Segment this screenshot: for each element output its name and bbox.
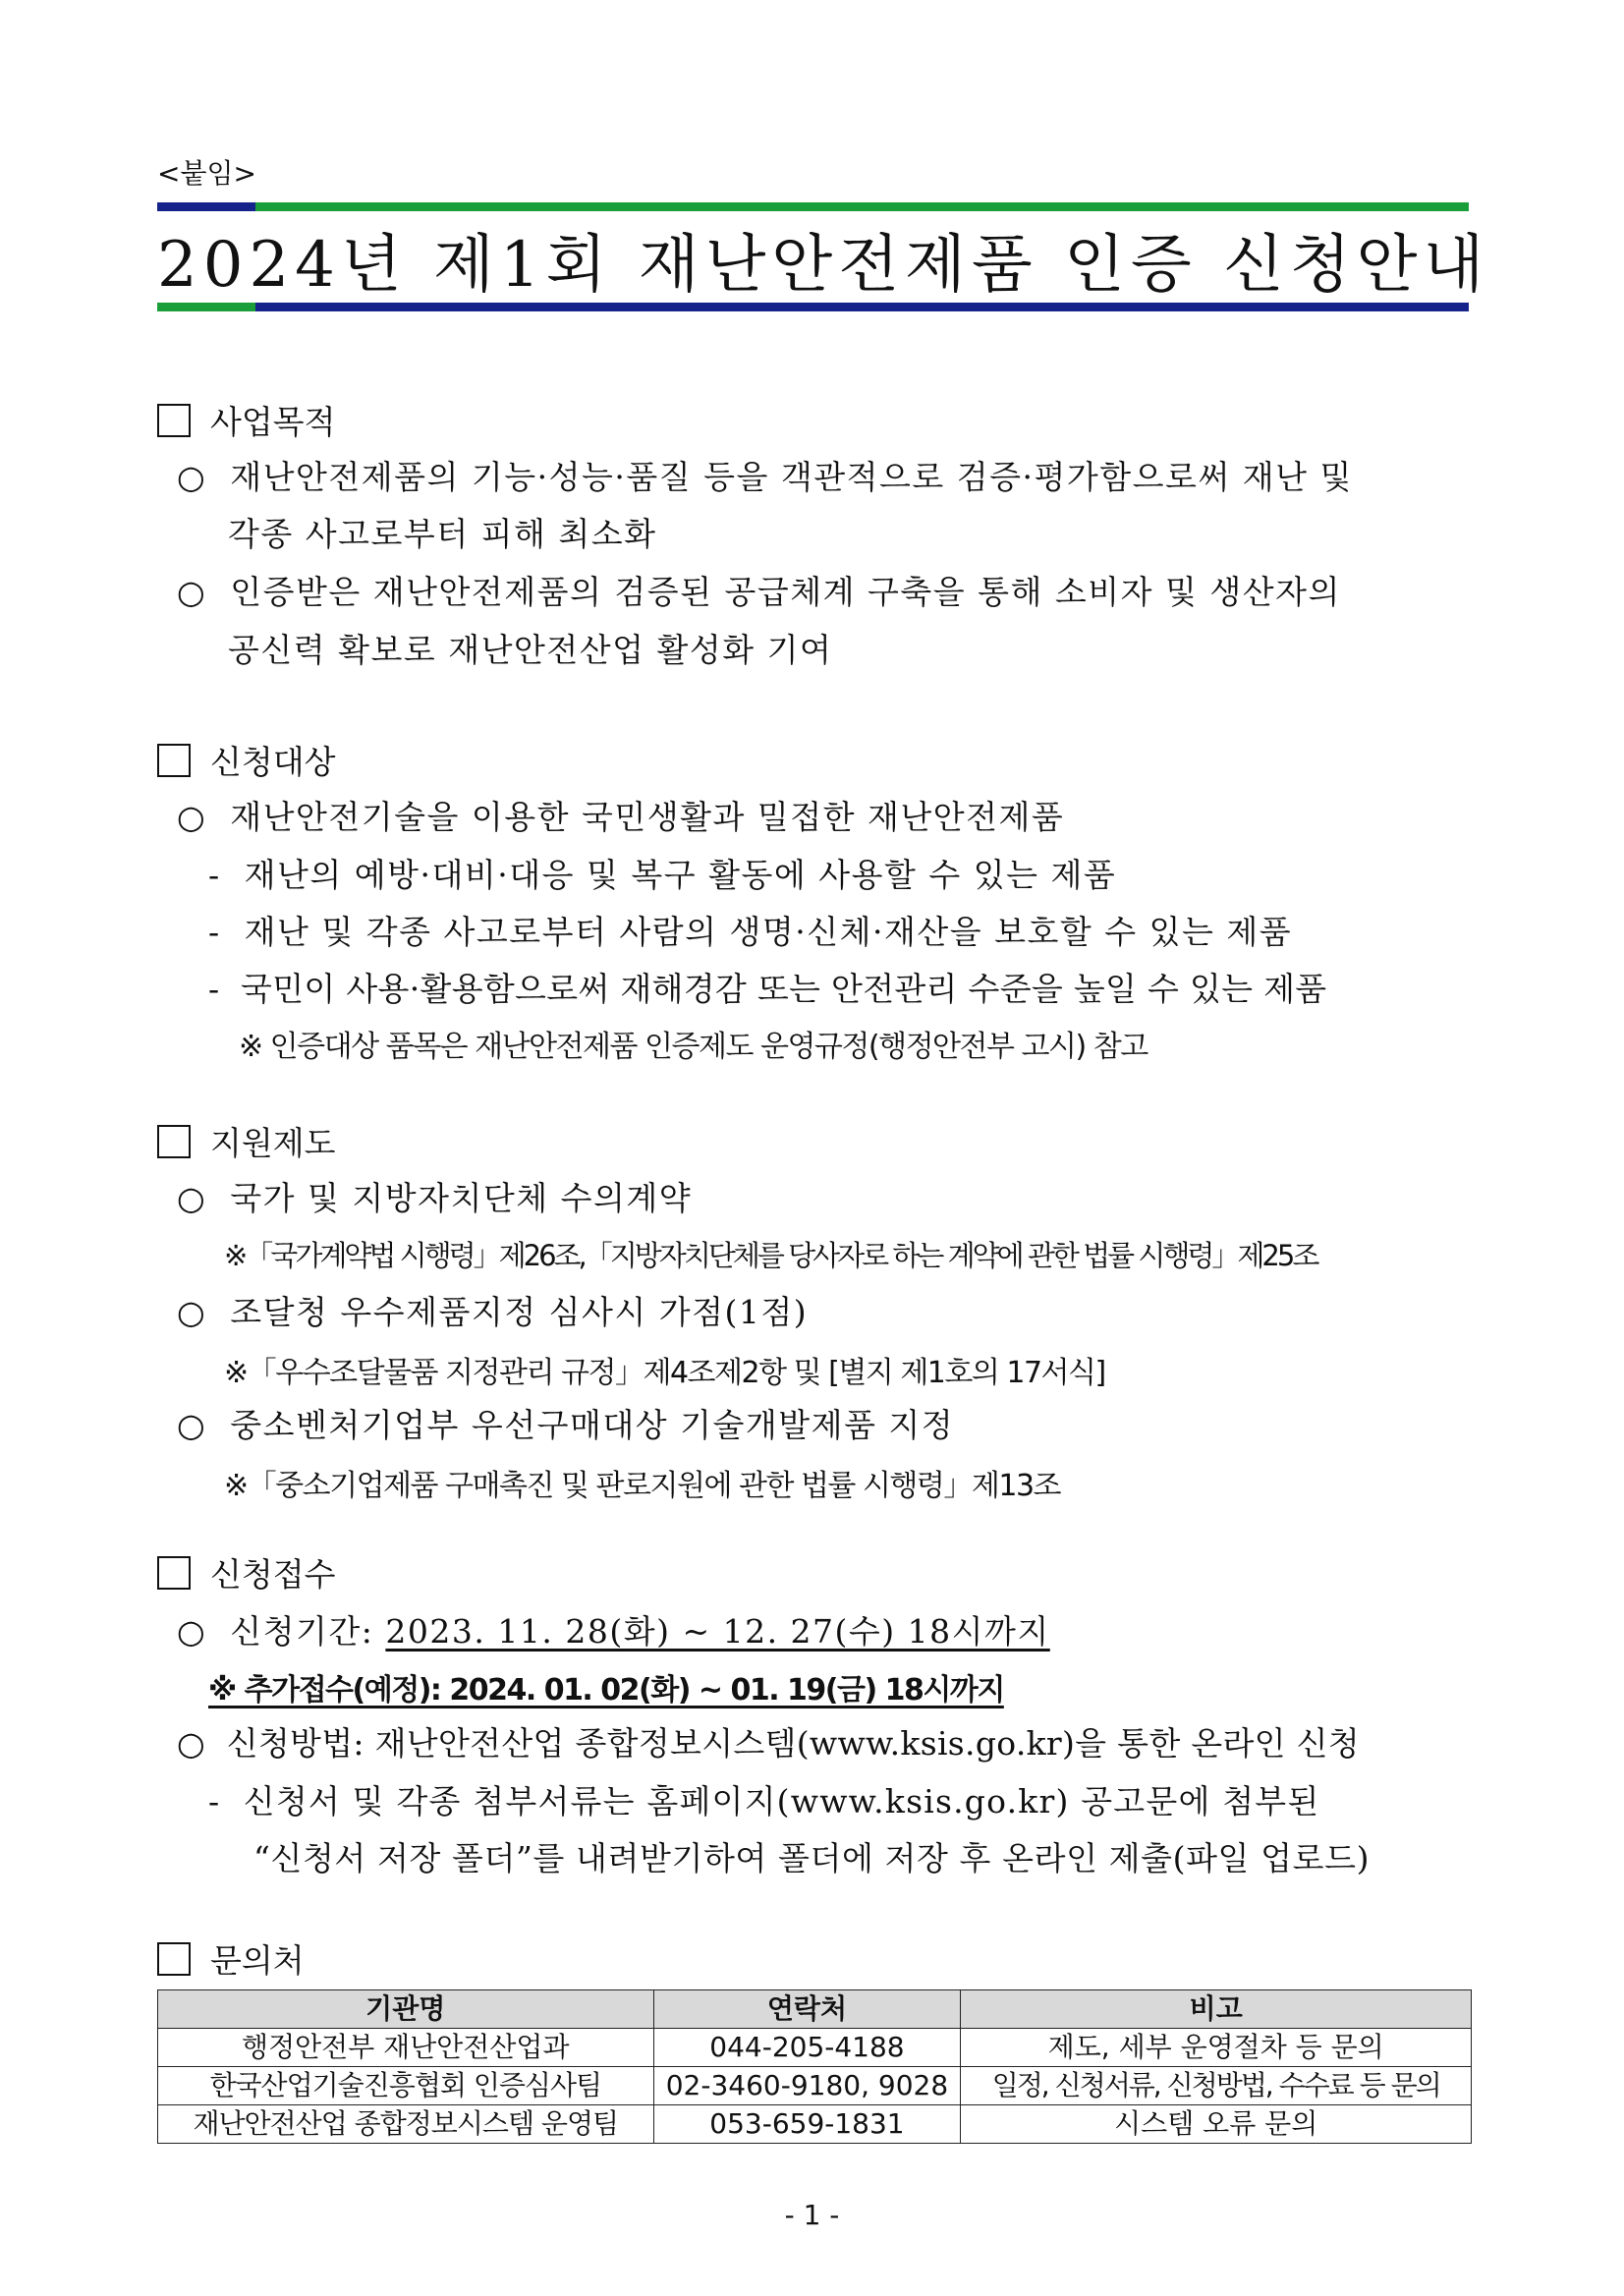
contact-table <box>157 1989 1472 2144</box>
checkbox-square-icon <box>157 744 191 777</box>
application-method: ○ 신청방법: 재난안전산업 종합정보시스템(www.ksis.go.kr)을 통한 온라인 신청 <box>177 1724 1360 1763</box>
support-item-3: ○ 중소벤처기업부 우선구매대상 기술개발제품 지정 <box>177 1406 955 1444</box>
target-sub-1: - 재난의 예방·대비·대응 및 복구 활동에 사용할 수 있는 제품 <box>208 856 1117 894</box>
table-header-row <box>158 1990 1472 2029</box>
section-heading-contact: 문의처 <box>157 1935 305 1982</box>
target-sub-3: - 국민이 사용·활용함으로써 재해경감 또는 안전관리 수준을 높일 수 있는 제품 <box>208 970 1327 1008</box>
application-period: ○ 신청기간: 2023. 11. 28(화) ~ 12. 27(수) 18시까지 <box>177 1612 1050 1651</box>
support-note-2: ※「우수조달물품 지정관리 규정」제4조제2항 및 [별지 제1호의 17서식] <box>224 1356 1105 1390</box>
table-cell: 행정안전부 재난안전산업과 <box>158 2029 654 2067</box>
support-item-2: ○ 조달청 우수제품지정 심사시 가점(1점) <box>177 1293 809 1331</box>
table-cell: 053-659-1831 <box>653 2105 961 2144</box>
circle-bullet-icon: ○ <box>177 573 207 611</box>
circle-bullet-icon: ○ <box>177 1293 207 1331</box>
circle-bullet-icon: ○ <box>177 1612 207 1651</box>
table-row <box>158 2067 1472 2105</box>
target-item: ○ 재난안전기술을 이용한 국민생활과 밀접한 재난안전제품 <box>177 798 1065 836</box>
circle-bullet-icon: ○ <box>177 798 207 836</box>
purpose-item-1: ○ 재난안전제품의 기능·성능·품질 등을 객관적으로 검증·평가함으로써 재난 및 <box>177 458 1353 496</box>
dash-bullet: - <box>208 1782 221 1820</box>
table-header-cell: 기관명 <box>158 1990 654 2029</box>
table-cell: 044-205-4188 <box>653 2029 961 2067</box>
page-number: - 1 - <box>784 2199 840 2231</box>
table-header-cell: 연락처 <box>653 1990 961 2029</box>
application-additional-note: ※ 추가접수(예정): 2024. 01. 02(화) ~ 01. 19(금) 18시까지 <box>208 1673 1004 1708</box>
section-heading-target: 신청대상 <box>157 737 336 783</box>
attachment-label: <붙임> <box>157 157 257 190</box>
application-period-value: 2023. 11. 28(화) ~ 12. 27(수) 18시까지 <box>385 1612 1050 1651</box>
circle-bullet-icon: ○ <box>177 458 207 496</box>
table-cell: 일정, 신청서류, 신청방법, 수수료 등 문의 <box>961 2067 1472 2105</box>
table-cell: 02-3460-9180, 9028 <box>653 2067 961 2105</box>
circle-bullet-icon: ○ <box>177 1406 207 1444</box>
table-row <box>158 2029 1472 2067</box>
dash-bullet: - <box>208 856 221 894</box>
table-cell: 한국산업기술진흥협회 인증심사팀 <box>158 2067 654 2105</box>
support-note-1: ※「국가계약법 시행령」제26조,「지방자치단체를 당사자로 하는 계약에 관한 법률 시행령」제25조 <box>224 1239 1317 1272</box>
checkbox-square-icon <box>157 1942 191 1976</box>
table-header-cell: 비고 <box>961 1990 1472 2029</box>
application-method-sub-cont: “신청서 저장 폴더”를 내려받기하여 폴더에 저장 후 온라인 제출(파일 업로드) <box>253 1839 1371 1877</box>
section-heading-application: 신청접수 <box>157 1549 336 1596</box>
target-sub-2: - 재난 및 각종 사고로부터 사람의 생명·신체·재산을 보호할 수 있는 제품 <box>208 913 1293 951</box>
checkbox-square-icon <box>157 1556 191 1590</box>
section-heading-purpose: 사업목적 <box>157 397 336 443</box>
purpose-item-1-cont: 각종 사고로부터 피해 최소화 <box>228 515 657 553</box>
checkbox-square-icon <box>157 1125 191 1158</box>
target-note: ※ 인증대상 품목은 재난안전제품 인증제도 운영규정(행정안전부 고시) 참고 <box>239 1030 1148 1064</box>
dash-bullet: - <box>208 913 221 951</box>
circle-bullet-icon: ○ <box>177 1724 206 1763</box>
purpose-item-2-cont: 공신력 확보로 재난안전산업 활성화 기여 <box>228 631 833 669</box>
support-note-3: ※「중소기업제품 구매촉진 및 판로지원에 관한 법률 시행령」제13조 <box>224 1469 1061 1503</box>
title-top-rule <box>157 202 1469 211</box>
table-cell: 재난안전산업 종합정보시스템 운영팀 <box>158 2105 654 2144</box>
checkbox-square-icon <box>157 404 191 437</box>
circle-bullet-icon: ○ <box>177 1179 207 1217</box>
section-heading-support: 지원제도 <box>157 1118 336 1164</box>
page-title: 2024년 제1회 재난안전제품 인증 신청안내 <box>157 229 1490 302</box>
application-method-sub: - 신청서 및 각종 첨부서류는 홈페이지(www.ksis.go.kr) 공고문에 첨부된 <box>208 1782 1320 1820</box>
table-cell: 시스템 오류 문의 <box>961 2105 1472 2144</box>
dash-bullet: - <box>208 970 220 1008</box>
purpose-item-2: ○ 인증받은 재난안전제품의 검증된 공급체계 구축을 통해 소비자 및 생산자의 <box>177 573 1341 611</box>
title-bottom-rule <box>157 303 1469 311</box>
table-cell: 제도, 세부 운영절차 등 문의 <box>961 2029 1472 2067</box>
support-item-1: ○ 국가 및 지방자치단체 수의계약 <box>177 1179 693 1217</box>
table-row <box>158 2105 1472 2144</box>
